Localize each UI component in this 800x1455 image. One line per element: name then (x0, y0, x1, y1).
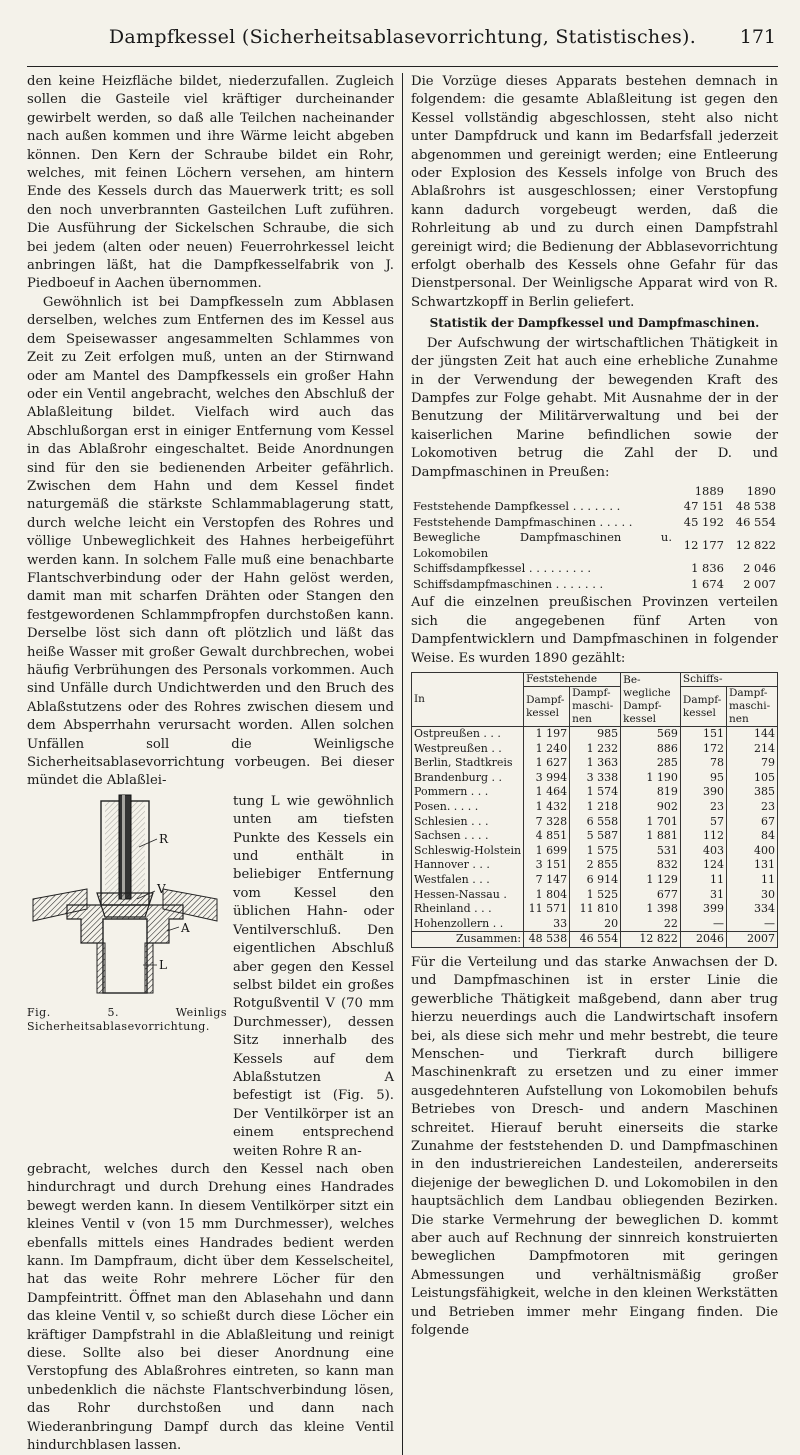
table-row (412, 800, 778, 815)
table-cell: 131 (727, 858, 778, 873)
table-cell: 1 398 (621, 902, 681, 917)
table-cell: 2046 (680, 932, 726, 948)
paragraph: Auf die einzelnen preußischen Provinzen verteilen sich die angegebenen fünf Arten von Dampfentwicklern und Dampfmaschinen in folgender Weise. Es wurden 1890 gezählt: (411, 595, 778, 666)
table-cell: Schiffsdampfmaschinen . . . . . . . (413, 576, 604, 591)
table-cell: 1 363 (570, 756, 621, 771)
table-cell: 1 836 (691, 561, 724, 576)
table-row (411, 499, 778, 515)
table-cell: Posen. . . . . (412, 800, 524, 815)
table-cell: 2 046 (743, 561, 776, 576)
table-cell: Feststehende Dampfmaschinen . . . . . (413, 514, 633, 529)
table-cell: 12 822 (735, 538, 776, 553)
right-column (411, 73, 778, 1455)
table-cell: Feststehende Dampfkessel . . . . . . . (413, 499, 621, 514)
summary-table (411, 484, 778, 593)
group-header-schiffs: Schiffs- (680, 673, 777, 687)
table-cell: 1 197 (524, 727, 570, 742)
table-row (411, 561, 778, 577)
label-v: V (157, 881, 166, 896)
table-cell: 95 (680, 771, 726, 786)
section-heading: Statistik der Dampfkessel und Dampfmaschinen. (429, 316, 760, 331)
total-row (412, 932, 778, 948)
table-row (412, 756, 778, 771)
table-row (412, 785, 778, 800)
table-cell: 46 554 (735, 514, 776, 529)
table-cell: 403 (680, 844, 726, 859)
table-row (411, 515, 778, 531)
table-cell: 1 575 (570, 844, 621, 859)
table-row (411, 530, 778, 561)
table-cell: 214 (727, 742, 778, 757)
table-cell: 45 192 (683, 514, 724, 529)
table-cell: 7 147 (524, 873, 570, 888)
col-header-dampfmaschinen: Dampf- maschi- nen (570, 687, 621, 727)
label-a: A (181, 920, 190, 935)
table-cell: 390 (680, 785, 726, 800)
table-cell: 677 (621, 888, 681, 903)
table-cell: 67 (727, 815, 778, 830)
table-cell: 1 190 (621, 771, 681, 786)
table-cell: 985 (570, 727, 621, 742)
table-cell: 48 538 (524, 932, 570, 948)
table-cell: 1 574 (570, 785, 621, 800)
table-cell: 84 (727, 829, 778, 844)
table-cell: 399 (680, 902, 726, 917)
table-cell: 1 627 (524, 756, 570, 771)
table-cell: 57 (680, 815, 726, 830)
left-column (27, 73, 394, 1455)
table-cell: Rheinland . . . (412, 902, 524, 917)
table-cell: 30 (727, 888, 778, 903)
table-cell: 48 538 (735, 499, 776, 514)
table-cell: 6 914 (570, 873, 621, 888)
column-rule (402, 73, 403, 1455)
valve-diagram-figure (27, 793, 223, 998)
table-row (412, 902, 778, 917)
table-cell: 11 571 (524, 902, 570, 917)
table-cell: 78 (680, 756, 726, 771)
table-cell: 832 (621, 858, 681, 873)
table-cell: Ostpreußen . . . (412, 727, 524, 742)
table-cell: 1 432 (524, 800, 570, 815)
table-row (412, 742, 778, 757)
table-row (412, 888, 778, 903)
table-cell: 22 (621, 917, 681, 932)
group-header-feststehende: Feststehende (524, 673, 621, 687)
figure-caption: Fig. 5. Weinligs Sicherheitsablasevorrichtung. (27, 1006, 227, 1034)
table-cell: Hohenzollern . . (412, 917, 524, 932)
table-cell: 569 (621, 727, 681, 742)
table-cell: 31 (680, 888, 726, 903)
table-cell: 105 (727, 771, 778, 786)
table-cell: Westpreußen . . (412, 742, 524, 757)
table-cell: — (727, 917, 778, 932)
running-title: Dampfkessel (Sicherheitsablasevorrichtung, Statistisches). (108, 26, 697, 48)
table-cell: Schlesien . . . (412, 815, 524, 830)
table-cell: Schleswig-Holstein (412, 844, 524, 859)
table-cell: 79 (727, 756, 778, 771)
table-cell: 2 007 (743, 576, 776, 591)
paragraph: Für die Verteilung und das starke Anwachsen der D. und Dampfmaschinen ist in erster Linie die gewerbliche Thätigkeit maßgebend, dann aber trug hierzu neuerdings auch die Landwirtschaft insofern bei, als diese sich mehr und mehr bestrebt, die teure Menschen- und Tierkraft durch billigere Maschinenkraft zu ersetzen und zu einer immer ausgedehnteren Aufstellung von Lokomobilen behufs Betriebes von Dresch- und andern Maschinen schreitet. Hierauf beruht einerseits die starke Zunahme der feststehenden D. und Dampfmaschinen in den industriereichen Landesteilen, andererseits diejenige der beweglichen D. und Lokomobilen in den hauptsächlich dem Landbau obliegenden Bezirken. Die starke Vermehrung der beweglichen D. kommt aber auch auf Rechnung der sinnreich konstruierten beweglichen Dampfmotoren mit geringen Abmessungen und verhältnismäßig großer Leistungsfähigkeit, welche in den kleinen Werkstätten und Betrieben immer mehr Eingang finden. Die folgende (411, 954, 778, 1339)
table-cell: 144 (727, 727, 778, 742)
table-cell: Berlin, Stadtkreis (412, 756, 524, 771)
table-cell: 1 525 (570, 888, 621, 903)
table-cell: 3 994 (524, 771, 570, 786)
table-cell: 11 810 (570, 902, 621, 917)
table-cell: Schiffsdampfkessel . . . . . . . . . (413, 561, 592, 576)
table-cell: 819 (621, 785, 681, 800)
col-header-in: In (412, 673, 524, 727)
table-cell: — (680, 917, 726, 932)
table-cell: Pommern . . . (412, 785, 524, 800)
paragraph: Gewöhnlich ist bei Dampfkesseln zum Abblasen derselben, welches zum Entfernen des im Kessel aus dem Speisewasser angesammelten Schlammes von Zeit zu Zeit erfolgen muß, unten an der Stirnwand oder am Mantel des Dampfkessels ein großer Hahn oder ein Ventil angebracht, welches den Abschluß der Ablaßleitung bildet. Vielfach wird auch das Abschlußorgan erst in einiger Entfernung vom Kessel in das Ablaßrohr eingeschaltet. Beide Anordnungen sind für den sie bedienenden Arbeiter gefährlich. Zwischen dem Hahn und dem Kessel findet naturgemäß die stärkste Schlammablagerung statt, durch welche leicht ein Verstopfen des Rohres und völlige Unbeweglichkeit des Hahnes herbeigeführt werden kann. In solchem Falle muß eine benachbarte Flantschverbindung oder der Hahn gelöst werden, damit man mit scharfen Drähten oder Stangen den festgewordenen Schlammpfropfen durchstoßen kann. Derselbe löst sich dann oft plötzlich und läßt das heiße Wasser mit großer Gewalt durchbrechen, wobei häufig Verbrühungen des Personals vorkommen. Auch sind Unfälle durch Undichtwerden und den Bruch des Ablaßstutzens oder des Rohres zwischen diesem und dem Absperrhahn verursacht worden. Allen solchen Unfällen soll die Weinligsche Sicherheitsablasevorrichtung vorbeugen. Bei dieser mündet die Ablaßlei- (27, 294, 394, 789)
table-cell: 285 (621, 756, 681, 771)
paragraph: den keine Heizfläche bildet, niederzufallen. Zugleich sollen die Gasteile viel kräftiger durcheinander gewirbelt werden, so daß alle Teilchen nacheinander nach außen kommen und ihre Wärme leicht abgeben können. Den Kern der Schraube bildet ein Rohr, welches, mit feinen Löchern versehen, am hintern Ende des Kessels durch das Mauerwerk tritt; es soll den noch unverbrannten Gasteilchen Luft zuführen. Die Ausführung der Sickelschen Schraube, die sich bei jedem (alten oder neuen) Feuerrohrkessel leicht anbringen läßt, hat die Dampfkesselfabrik von J. Piedboeuf in Aachen übernommen. (27, 74, 394, 292)
table-cell: 1 240 (524, 742, 570, 757)
table-cell: 1 674 (691, 576, 724, 591)
col-header-dampfkessel: Dampf- kessel (524, 687, 570, 727)
table-cell: 1 699 (524, 844, 570, 859)
table-cell: 902 (621, 800, 681, 815)
table-row (412, 727, 778, 742)
table-row (412, 844, 778, 859)
year-header: 1889 (694, 483, 724, 498)
table-cell: 23 (680, 800, 726, 815)
table-row (412, 917, 778, 932)
two-column-body (27, 73, 778, 1455)
table-row (412, 858, 778, 873)
table-cell: Brandenburg . . (412, 771, 524, 786)
table-cell: 3 338 (570, 771, 621, 786)
table-cell: 334 (727, 902, 778, 917)
table-cell: 172 (680, 742, 726, 757)
table-row (411, 577, 778, 593)
table-cell: 1 129 (621, 873, 681, 888)
table-cell: 12 177 (683, 538, 724, 553)
page-number: 171 (739, 26, 776, 48)
table-cell: Bewegliche Dampfmaschinen u. Lokomobilen (413, 530, 672, 560)
table-row (412, 829, 778, 844)
table-cell: 1 218 (570, 800, 621, 815)
table-cell: 7 328 (524, 815, 570, 830)
table-cell: 400 (727, 844, 778, 859)
col-header-schiff-maschinen: Dampf- maschi- nen (727, 687, 778, 727)
table-cell: 23 (727, 800, 778, 815)
table-cell: 11 (727, 873, 778, 888)
table-cell: 46 554 (570, 932, 621, 948)
table-row (412, 771, 778, 786)
table-cell: 2007 (727, 932, 778, 948)
province-table (411, 672, 778, 948)
figure-5 (27, 793, 227, 1161)
table-cell: 4 851 (524, 829, 570, 844)
table-cell: Zusammen: (412, 932, 524, 948)
table-cell: Sachsen . . . . (412, 829, 524, 844)
page-header (27, 26, 778, 67)
year-header: 1890 (746, 483, 776, 498)
table-cell: 124 (680, 858, 726, 873)
table-cell: 1 701 (621, 815, 681, 830)
figure-side-text: tung L wie gewöhnlich unten am tiefsten Punkte des Kessels ein und enthält in beliebiger Entfernung vom Kessel den üblichen Hahn- oder Ventilverschluß. Den eigentlichen Abschluß aber gegen den Kessel selbst bildet ein großes Rotgußventil V (70 mm Durchmesser), dessen Sitz innerhalb des Kessels auf dem Ablaßstutzen A befestigt ist (Fig. 5). Der Ventilkörper ist an einem entsprechend weiten Rohre R an- (233, 793, 394, 1159)
table-cell: 6 558 (570, 815, 621, 830)
table-cell: Hannover . . . (412, 858, 524, 873)
table-row (412, 873, 778, 888)
table-cell: 112 (680, 829, 726, 844)
table-cell: 12 822 (621, 932, 681, 948)
table-cell: 20 (570, 917, 621, 932)
table-cell: Westfalen . . . (412, 873, 524, 888)
table-cell: 11 (680, 873, 726, 888)
table-cell: 2 855 (570, 858, 621, 873)
table-cell: 151 (680, 727, 726, 742)
figure-block (27, 793, 394, 1161)
table-cell: 1 464 (524, 785, 570, 800)
table-cell: 3 151 (524, 858, 570, 873)
table-cell: Hessen-Nassau . (412, 888, 524, 903)
table-row (412, 815, 778, 830)
table-cell: 886 (621, 742, 681, 757)
paragraph: gebracht, welches durch den Kessel nach oben hindurchragt und durch Drehung eines Handrades bewegt werden kann. In diesem Ventilkörper sitzt ein kleines Ventil v (von 15 mm Durchmesser), welches ebenfalls mittels eines Handrades bedient werden kann. Im Dampfraum, dicht über dem Kesselscheitel, hat das weite Rohr mehrere Löcher für den Dampfeintritt. Öffnet man den Ablasehahn und dann das kleine Ventil v, so schießt durch diese Löcher ein kräftiger Dampfstrahl in die Ablaßleitung und reinigt diese. Sollte also bei dieser Anordnung eine Verstopfung des Ablaßrohres eintreten, so kann man unbedenklich die nächste Flantschverbindung lösen, das Rohr durchstoßen und dann nach Wiederanbringung Dampf durch das kleine Ventil hindurchblasen lassen. (27, 1161, 394, 1454)
label-r: R (159, 831, 169, 846)
table-cell: 1 881 (621, 829, 681, 844)
table-cell: 385 (727, 785, 778, 800)
col-header-schiff-kessel: Dampf- kessel (680, 687, 726, 727)
paragraph: Der Aufschwung der wirtschaftlichen Thätigkeit in der jüngsten Zeit hat auch eine erhebliche Zunahme in der Verwendung der bewegenden Kraft des Dampfes zur Folge gehabt. Mit Ausnahme der in der Benutzung der Militärverwaltung und bei der kaiserlichen Marine befindlichen sowie der Lokomotiven betrug die Zahl der D. und Dampfmaschinen in Preußen: (411, 335, 778, 480)
col-header-bewegliche: Be- wegliche Dampf- kessel (621, 673, 681, 727)
label-l: L (159, 957, 167, 972)
table-cell: 1 232 (570, 742, 621, 757)
table-cell: 47 151 (683, 499, 724, 514)
table-cell: 1 804 (524, 888, 570, 903)
table-cell: 5 587 (570, 829, 621, 844)
table-cell: 33 (524, 917, 570, 932)
table-cell: 531 (621, 844, 681, 859)
paragraph: Die Vorzüge dieses Apparats bestehen demnach in folgendem: die gesamte Ablaßleitung ist gegen den Kessel vollständig abgeschlossen, steht also nicht unter Dampfdruck und kann im Bedarfsfall jederzeit abgenommen und gereinigt werden; eine Entleerung oder Explosion des Kessels infolge von Bruch des Ablaßrohrs ist ausgeschlossen; einer Verstopfung kann dadurch vorgebeugt werden, daß die Rohrleitung ab und zu durch einen Dampfstrahl gereinigt wird; die Bedienung der Abblasevorrichtung erfolgt oberhalb des Kessels ohne Gefahr für das Dienstpersonal. Der Weinligsche Apparat wird von R. Schwartzkopff in Berlin geliefert. (411, 74, 778, 310)
